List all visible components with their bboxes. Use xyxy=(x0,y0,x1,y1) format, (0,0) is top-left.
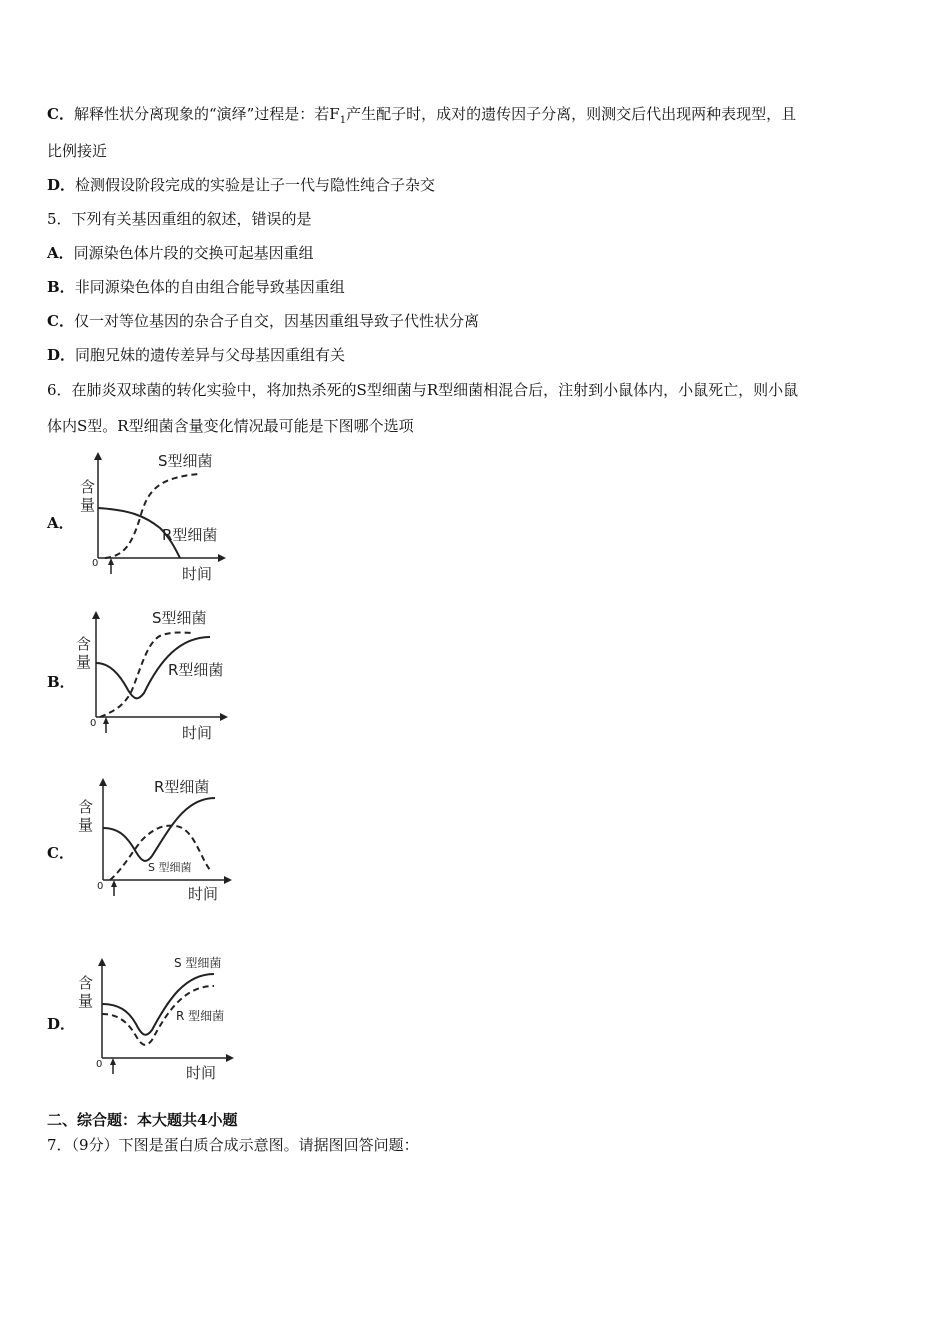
graph-b xyxy=(70,605,240,745)
graph-d-r-label: R 型细菌 xyxy=(176,1009,225,1023)
graph-d-ylabel-2: 量 xyxy=(78,992,94,1010)
q5-option-c xyxy=(47,310,479,331)
q5-option-a-text: 同源染色体片段的交换可起基因重组 xyxy=(73,244,314,262)
q4-option-d-letter: D． xyxy=(47,176,76,194)
graph-a-x-arrow xyxy=(218,554,226,562)
q5-option-b xyxy=(47,276,345,297)
graph-b-s-label: S型细菌 xyxy=(152,609,207,627)
q4-option-c-sub: 1 xyxy=(339,115,347,126)
graph-a xyxy=(70,448,240,588)
graph-d xyxy=(70,948,240,1088)
graph-c-injection-arrowhead xyxy=(111,880,117,887)
graph-a-ylabel-1: 含 xyxy=(80,478,96,496)
graph-b-injection-arrowhead xyxy=(103,717,109,724)
graph-b-r-label: R型细菌 xyxy=(168,661,224,679)
graph-b-y-arrow xyxy=(92,611,100,619)
graph-d-ylabel-1: 含 xyxy=(78,974,94,992)
graph-a-xlabel: 时间 xyxy=(182,565,213,583)
graph-a-y-arrow xyxy=(94,452,102,460)
q5-stem: 5．下列有关基因重组的叙述，错误的是 xyxy=(47,210,312,228)
graph-d-letter: D． xyxy=(47,1015,76,1033)
graph-b-xlabel: 时间 xyxy=(182,724,213,742)
q4-option-d xyxy=(47,174,435,195)
q5-option-c-text: 仅一对等位基因的杂合子自交，因基因重组导致子代性状分离 xyxy=(73,312,479,330)
q4-option-c xyxy=(47,103,796,126)
graph-a-s-curve xyxy=(105,474,198,558)
graph-a-r-label: R型细菌 xyxy=(162,526,218,544)
graph-d-injection-arrowhead xyxy=(110,1058,116,1065)
section-2-heading: 二、综合题：本大题共4小题 xyxy=(47,1111,238,1129)
q5-option-b-text: 非同源染色体的自由组合能导致基因重组 xyxy=(74,278,345,296)
q5-option-a xyxy=(47,242,314,263)
q5-option-d-text: 同胞兄妹的遗传差异与父母基因重组有关 xyxy=(75,346,346,364)
graph-d-xlabel: 时间 xyxy=(186,1064,217,1082)
graph-b-ylabel-1: 含 xyxy=(76,635,92,653)
graph-c xyxy=(70,772,240,912)
q4-option-c-letter: C． xyxy=(47,105,74,123)
graph-d-y-arrow xyxy=(98,958,106,966)
q5-option-c-letter: C． xyxy=(47,312,74,330)
q6-stem-1: 6．在肺炎双球菌的转化实验中，将加热杀死的S型细菌与R型细菌相混合后，注射到小鼠体内，小鼠死亡，则小鼠 xyxy=(47,381,799,399)
graph-d-origin: 0 xyxy=(96,1059,103,1070)
q5-option-b-letter: B． xyxy=(47,278,75,296)
q4-option-c-text-1: 解释性状分离现象的“演绎”过程是：若F xyxy=(73,105,340,123)
graph-a-s-label: S型细菌 xyxy=(158,452,213,470)
graph-c-s-label: S 型细菌 xyxy=(148,861,192,874)
graph-c-r-label: R型细菌 xyxy=(154,778,210,796)
graph-c-r-curve xyxy=(103,798,215,861)
graph-a-origin: 0 xyxy=(92,558,99,569)
q5-option-d xyxy=(47,344,345,365)
graph-a-letter: A． xyxy=(47,514,74,532)
graph-d-s-label: S 型细菌 xyxy=(174,956,222,970)
graph-d-s-curve xyxy=(102,974,214,1035)
graph-a-injection-arrowhead xyxy=(108,558,114,565)
q4-option-c-text-2: 产生配子时，成对的遗传因子分离，则测交后代出现两种表现型，且 xyxy=(346,105,797,123)
graph-c-y-arrow xyxy=(99,778,107,786)
graph-c-ylabel-1: 含 xyxy=(78,798,94,816)
graph-b-letter: B． xyxy=(47,673,75,691)
q7-stem: 7．（9分）下图是蛋白质合成示意图。请据图回答问题： xyxy=(47,1136,419,1154)
q4-option-d-text: 检测假设阶段完成的实验是让子一代与隐性纯合子杂交 xyxy=(75,176,436,194)
q5-option-d-letter: D． xyxy=(47,346,76,364)
q4-option-c-cont: 比例接近 xyxy=(47,142,108,160)
graph-c-x-arrow xyxy=(224,876,232,884)
graph-b-x-arrow xyxy=(220,713,228,721)
graph-b-ylabel-2: 量 xyxy=(76,653,92,671)
graph-c-letter: C． xyxy=(47,844,74,862)
graph-c-xlabel: 时间 xyxy=(188,885,219,903)
q6-stem-2: 体内S型。R型细菌含量变化情况最可能是下图哪个选项 xyxy=(47,417,414,435)
graph-c-origin: 0 xyxy=(97,881,104,892)
graph-b-origin: 0 xyxy=(90,718,97,729)
q5-option-a-letter: A． xyxy=(47,244,74,262)
graph-a-ylabel-2: 量 xyxy=(80,496,96,514)
graph-c-ylabel-2: 量 xyxy=(78,816,94,834)
graph-d-x-arrow xyxy=(226,1054,234,1062)
